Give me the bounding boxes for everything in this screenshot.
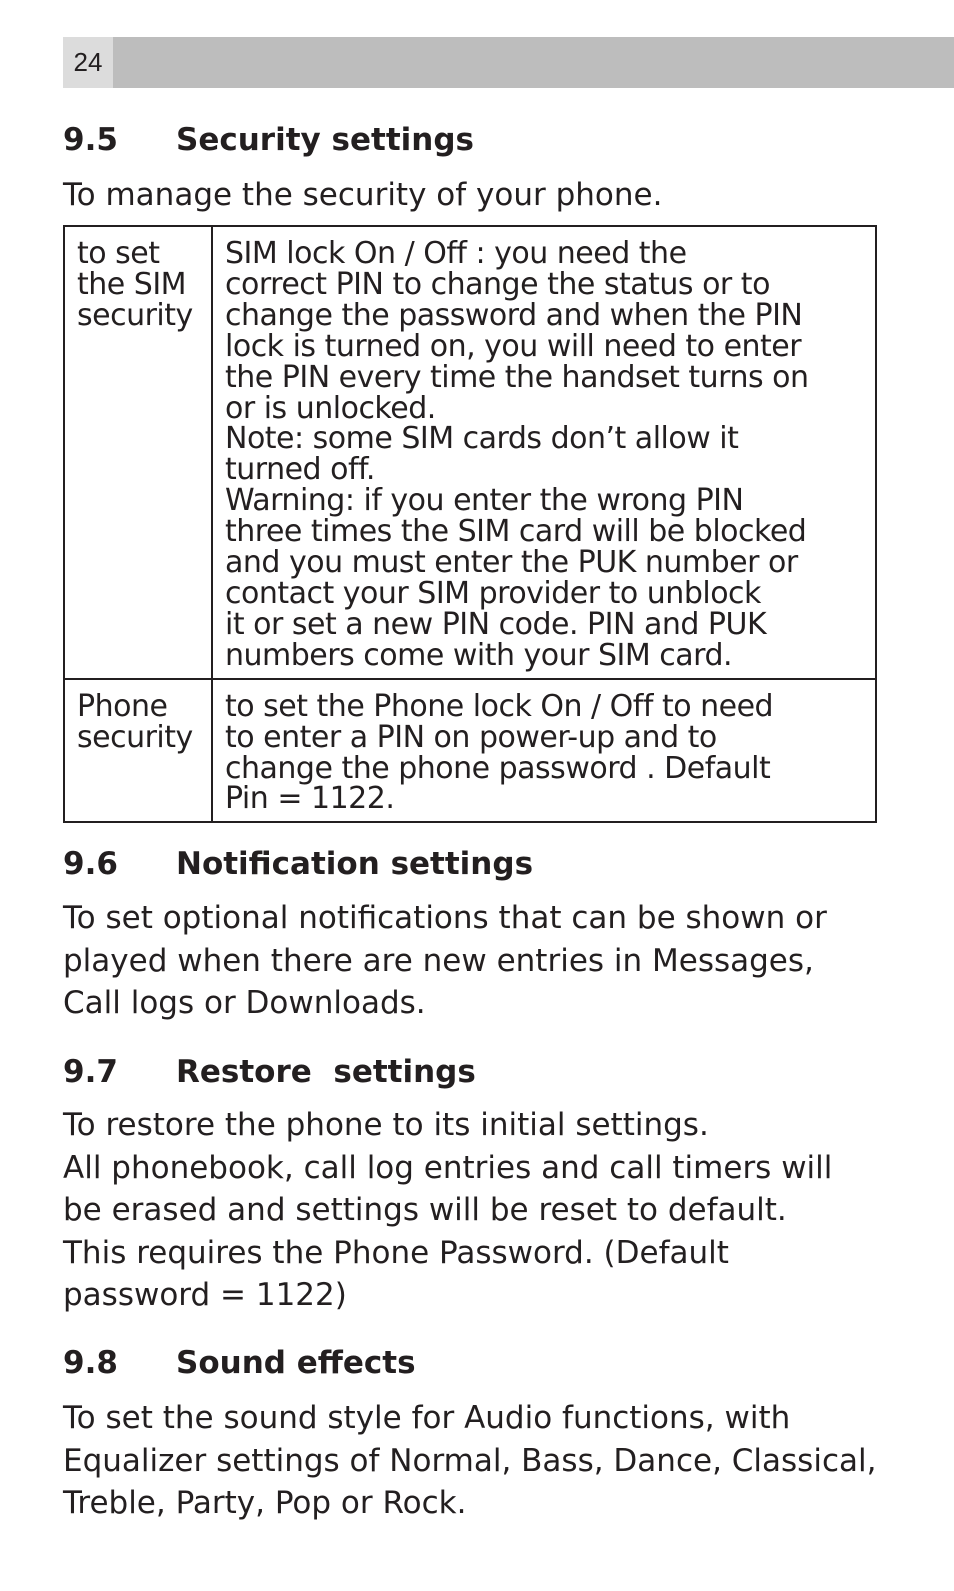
section-title: Notification settings [176, 846, 534, 882]
section-heading-sound [63, 1343, 416, 1383]
notification-body: To set optional notifications that can be shown or played when there are new entries in Messages, Call logs or Downloads. [63, 900, 827, 1021]
section-number: 9.5 [63, 122, 118, 158]
restore-body: To restore the phone to its initial settings. All phonebook, call log entries and call timers will be erased and settings will be reset to default. This requires the Phone Password. (Default password = 1122) [63, 1107, 833, 1313]
security-intro: To manage the security of your phone. [63, 177, 663, 213]
table-row-phone-security [64, 679, 876, 823]
page-number: 24 [63, 37, 113, 88]
section-title: Sound effects [176, 1345, 416, 1381]
section-title: Security settings [176, 122, 474, 158]
section-title: Restore settings [176, 1054, 476, 1090]
section-number: 9.7 [63, 1054, 118, 1090]
table-cell-label: to set the SIM security [64, 226, 212, 679]
table-cell-label: Phone security [64, 679, 212, 823]
sound-body: To set the sound style for Audio functions, with Equalizer settings of Normal, Bass, Dance, Classical, Treble, Party, Pop or Rock. [63, 1400, 877, 1521]
table-row-sim-security [64, 226, 876, 679]
section-number: 9.8 [63, 1345, 118, 1381]
section-heading-restore [63, 1052, 476, 1092]
page-header-bar [63, 37, 954, 88]
section-number: 9.6 [63, 846, 118, 882]
section-heading-security [63, 120, 474, 160]
security-settings-table [63, 225, 877, 823]
table-cell-description: SIM lock On / Off : you need the correct PIN to change the status or to change the password and when the PIN lock is turned on, you will need to enter the PIN every time the handset turns on or is unlocked. Note: some SIM cards don’t allow it turned off. Warning: if you enter the wrong PIN three times the SIM card will be blocked and you must enter the PUK number or contact your SIM provider to unblock it or set a new PIN code. PIN and PUK numbers come with your SIM card. [212, 226, 876, 679]
table-cell-description: to set the Phone lock On / Off to need to enter a PIN on power-up and to change the phone password . Default Pin = 1122. [212, 679, 876, 823]
section-heading-notification [63, 844, 533, 884]
